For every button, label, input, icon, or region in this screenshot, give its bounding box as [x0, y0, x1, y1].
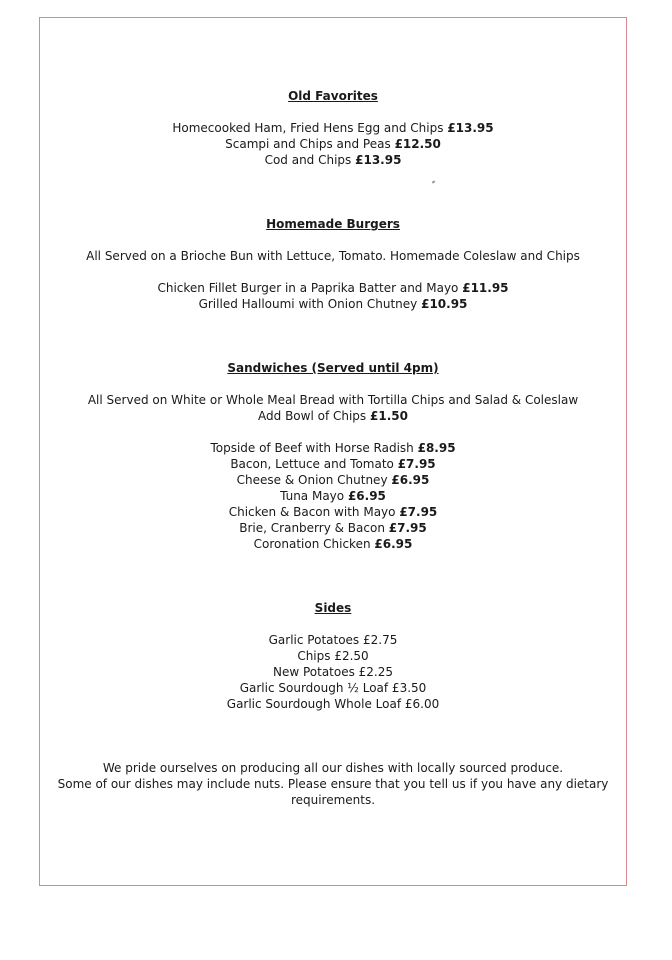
item-name: Bacon, Lettuce and Tomato: [230, 457, 394, 471]
side-item: Garlic Sourdough ½ Loaf £3.50: [239, 681, 427, 695]
item-price: £13.95: [447, 121, 494, 135]
side-item: Chips £2.50: [297, 649, 369, 663]
item-price: £6.95: [374, 537, 413, 551]
menu-item: [40, 296, 626, 312]
item-price: £10.95: [421, 297, 468, 311]
section-intro: All Served on White or Whole Meal Bread with Tortilla Chips and Salad & Coleslaw: [87, 393, 579, 407]
item-name: Coronation Chicken: [253, 537, 371, 551]
section-heading-sides: Sides: [314, 601, 352, 615]
item-name: Cod and Chips: [264, 153, 352, 167]
menu-content: [40, 0, 626, 960]
item-price: £7.95: [388, 521, 427, 535]
section-heading-old-favorites: Old Favorites: [288, 89, 378, 103]
menu-item: [40, 488, 626, 504]
item-name: Cheese & Onion Chutney: [236, 473, 388, 487]
item-name: Chicken Fillet Burger in a Paprika Batter and Mayo: [157, 281, 459, 295]
addon-name: Add Bowl of Chips: [258, 409, 367, 423]
menu-item: [40, 440, 626, 456]
item-name: Homecooked Ham, Fried Hens Egg and Chips: [172, 121, 444, 135]
item-price: £7.95: [397, 457, 436, 471]
section-heading-sandwiches: Sandwiches (Served until 4pm): [227, 361, 439, 375]
item-name: Topside of Beef with Horse Radish: [210, 441, 414, 455]
menu-item: [40, 536, 626, 552]
addon-price: £1.50: [370, 409, 408, 423]
menu-item: [40, 456, 626, 472]
side-item: Garlic Sourdough Whole Loaf £6.00: [226, 697, 440, 711]
item-price: £6.95: [391, 473, 430, 487]
menu-item: [40, 280, 626, 296]
menu-addon: [40, 408, 626, 424]
item-name: Tuna Mayo: [280, 489, 345, 503]
menu-item: [40, 472, 626, 488]
side-item: Garlic Potatoes £2.75: [268, 633, 398, 647]
menu-item: [40, 504, 626, 520]
menu-item: [40, 152, 626, 168]
footer-note: Some of our dishes may include nuts. Please ensure that you tell us if you have any dietary: [57, 777, 609, 791]
item-name: Chicken & Bacon with Mayo: [228, 505, 396, 519]
item-price: £7.95: [399, 505, 438, 519]
section-intro: All Served on a Brioche Bun with Lettuce, Tomato. Homemade Coleslaw and Chips: [86, 249, 580, 263]
menu-item: [40, 136, 626, 152]
footer-note: We pride ourselves on producing all our dishes with locally sourced produce.: [102, 761, 564, 775]
menu-item: [40, 120, 626, 136]
item-name: Scampi and Chips and Peas: [225, 137, 391, 151]
section-heading-burgers: Homemade Burgers: [266, 217, 400, 231]
footer-note: requirements.: [290, 793, 376, 807]
side-item: New Potatoes £2.25: [272, 665, 394, 679]
menu-item: [40, 520, 626, 536]
item-price: £6.95: [347, 489, 386, 503]
item-name: Brie, Cranberry & Bacon: [239, 521, 385, 535]
item-price: £8.95: [417, 441, 456, 455]
item-price: £11.95: [462, 281, 509, 295]
item-price: £12.50: [394, 137, 441, 151]
item-name: Grilled Halloumi with Onion Chutney: [198, 297, 418, 311]
item-price: £13.95: [355, 153, 402, 167]
